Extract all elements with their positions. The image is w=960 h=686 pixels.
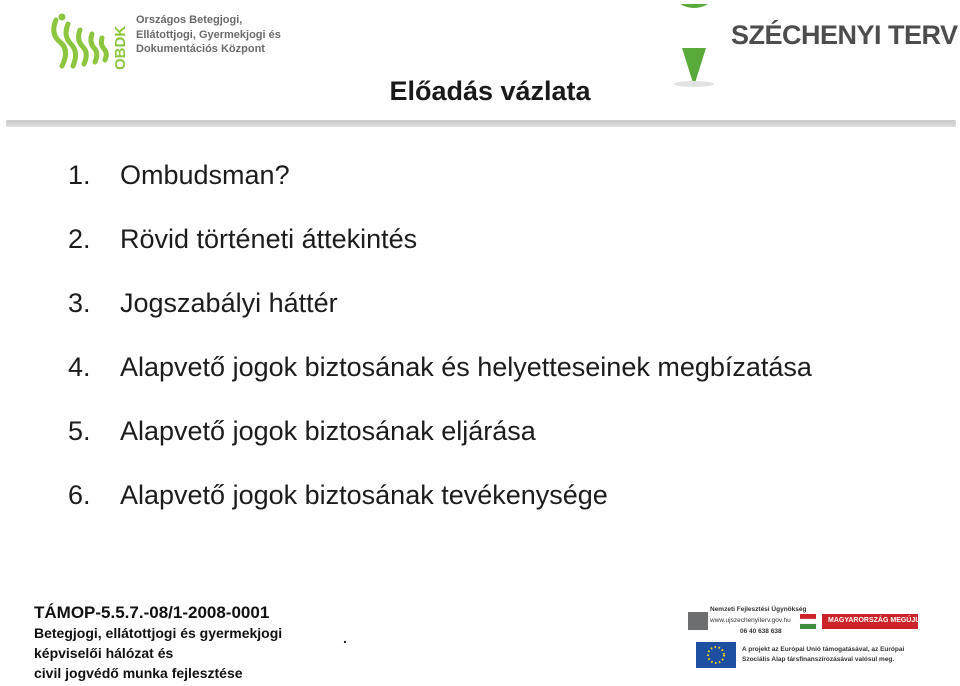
item-number: 1. <box>68 160 91 190</box>
eu-support-line: A projekt az Európai Unió támogatásával, az Európai <box>742 646 905 653</box>
outline-item <box>68 480 812 544</box>
outline-item <box>68 224 812 288</box>
item-number: 4. <box>68 352 91 382</box>
project-line: civil jogvédő munka fejlesztése <box>34 665 243 681</box>
item-text: Rövid történeti áttekintés <box>120 224 418 254</box>
project-line: Betegjogi, ellátottjogi és gyermekjogi <box>34 625 283 641</box>
footer-project <box>34 603 282 683</box>
outline-item <box>68 416 812 480</box>
item-text: Alapvető jogok biztosának tevékenysége <box>120 480 608 510</box>
obdk-vertical-mark <box>112 14 130 72</box>
item-text: Ombudsman? <box>120 160 290 190</box>
item-text: Alapvető jogok biztosának eljárása <box>120 416 536 446</box>
eu-support-line: Szociális Alap társfinanszírozásával valósul meg. <box>742 656 895 663</box>
magyarorszag-megujul: MAGYARORSZÁG MEGÚJUL <box>828 617 925 624</box>
item-number: 6. <box>68 480 91 510</box>
item-number: 5. <box>68 416 91 446</box>
outline-item <box>68 288 812 352</box>
outline-item <box>68 160 812 224</box>
footer-dot: . <box>343 630 347 646</box>
item-number: 2. <box>68 224 91 254</box>
project-line: képviselői hálózat és <box>34 645 174 661</box>
nfu-phone: 06 40 638 638 <box>740 628 782 635</box>
outline-list <box>68 160 812 544</box>
slide-title: Előadás vázlata <box>389 76 591 106</box>
svg-text:OBDK: OBDK <box>112 25 129 70</box>
obdk-line: Dokumentációs Központ <box>136 43 265 55</box>
obdk-name <box>136 13 281 57</box>
svg-text:ÚJ: ÚJ <box>681 25 707 47</box>
obdk-line: Ellátottjogi, Gyermekjogi és <box>136 28 281 41</box>
project-code: TÁMOP-5.5.7.-08/1-2008-0001 <box>34 603 270 622</box>
szechenyi-terv-wordmark: SZÉCHENYI TERV <box>731 20 958 50</box>
nfu-eu-logo-block <box>680 600 930 678</box>
nfu-name: Nemzeti Fejlesztési Ügynökség <box>710 606 807 613</box>
outline-item <box>68 352 812 416</box>
item-text: Jogszabályi háttér <box>120 288 338 318</box>
nfu-url: www.ujszechenyiterv.gov.hu <box>710 617 791 624</box>
item-text: Alapvető jogok biztosának és helyetteseinek megbízatása <box>120 352 812 382</box>
header-divider <box>6 120 956 127</box>
item-number: 3. <box>68 288 91 318</box>
obdk-line: Országos Betegjogi, <box>136 14 243 26</box>
